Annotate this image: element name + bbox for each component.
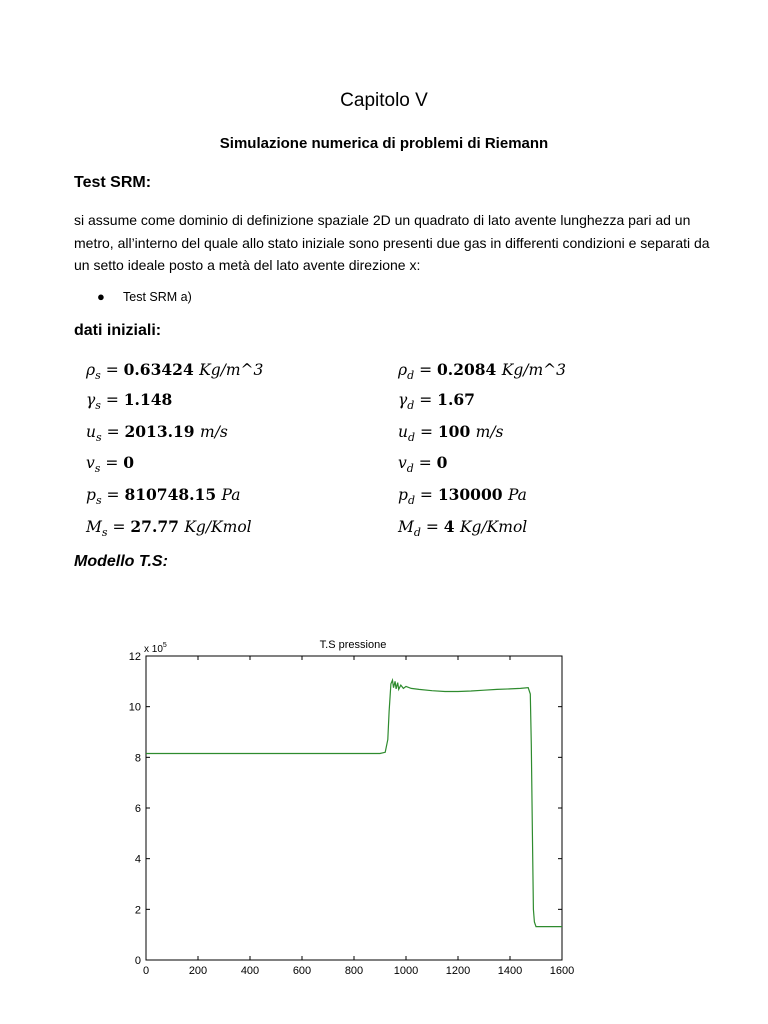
equation-symbol: M <box>398 518 414 536</box>
x-tick-label: 0 <box>142 965 150 977</box>
right-equation-γ <box>398 390 475 412</box>
equation-value: 1.148 <box>123 390 173 409</box>
equation-subscript: s <box>95 369 101 382</box>
left-equation-M <box>86 517 252 539</box>
x-tick-label: 1400 <box>497 965 523 977</box>
left-equation-p <box>86 485 241 507</box>
right-equation-u <box>398 422 504 444</box>
exponent-label <box>144 642 167 655</box>
equation-subscript: d <box>407 431 416 444</box>
left-equation-ρ <box>86 360 263 382</box>
plot-area <box>146 656 562 960</box>
equation-subscript: s <box>94 462 101 475</box>
chart-title: T.S pressione <box>319 639 387 651</box>
equation-value: 130000 <box>437 485 508 504</box>
equation-value: 810748.15 <box>124 485 222 504</box>
equation-value: 2013.19 <box>124 422 200 441</box>
equation-symbol: v <box>398 454 407 472</box>
equation-symbol: γ <box>86 391 96 409</box>
right-equation-M <box>398 517 527 539</box>
y-tick-label: 6 <box>134 803 141 815</box>
left-equation-u <box>86 422 228 444</box>
equation-symbol: γ <box>398 391 408 409</box>
equals-sign: = <box>100 454 124 472</box>
equation-subscript: s <box>101 526 108 539</box>
equals-sign: = <box>415 423 438 441</box>
left-equation-γ <box>86 390 172 412</box>
bullet-list-item <box>97 289 192 304</box>
y-tick-label: 2 <box>134 904 141 917</box>
x-tick-label: 1600 <box>549 965 575 977</box>
y-tick-label: 0 <box>134 955 141 967</box>
right-equation-v <box>398 453 447 475</box>
equals-sign: = <box>414 486 438 504</box>
y-tick-label: 4 <box>134 853 141 866</box>
equation-value: 1.67 <box>437 390 475 409</box>
equation-unit: Pa <box>507 486 527 504</box>
right-equation-p <box>398 485 527 507</box>
equation-value: 4 <box>443 517 460 536</box>
chapter-title: Capitolo V <box>340 90 428 111</box>
equals-sign: = <box>101 486 125 504</box>
model-heading: Modello T.S: <box>74 553 168 570</box>
equation-value: 0.63424 <box>123 360 200 379</box>
equation-unit: Kg/m^3 <box>199 361 264 379</box>
equals-sign: = <box>420 518 444 536</box>
equation-value: 27.77 <box>130 517 185 536</box>
equation-unit: Pa <box>221 486 241 504</box>
equation-value: 0 <box>123 453 135 472</box>
x-tick-label: 1200 <box>445 965 471 977</box>
equation-subscript: d <box>407 399 415 412</box>
initial-data-heading: dati iniziali: <box>74 322 162 339</box>
equals-sign: = <box>413 454 437 472</box>
equals-sign: = <box>100 361 124 379</box>
equals-sign: = <box>100 391 124 409</box>
equals-sign: = <box>101 423 125 441</box>
equation-unit: Kg/m^3 <box>501 361 567 379</box>
equation-unit: m/s <box>200 423 228 441</box>
equation-unit: m/s <box>475 423 504 441</box>
test-srm-heading: Test SRM: <box>74 174 152 191</box>
equation-subscript: s <box>95 494 102 507</box>
equation-symbol: ρ <box>86 361 96 379</box>
equation-subscript: d <box>413 526 421 539</box>
equation-unit: Kg/Kmol <box>459 518 528 536</box>
equation-symbol: ρ <box>398 361 408 379</box>
equation-value: 0 <box>436 453 448 472</box>
y-tick-label: 10 <box>128 701 141 714</box>
bullet-label: Test SRM a) <box>123 290 192 304</box>
equation-symbol: u <box>86 423 96 441</box>
equation-subscript: s <box>95 399 101 412</box>
equation-subscript: d <box>407 369 415 382</box>
equals-sign: = <box>414 361 438 379</box>
right-equation-ρ <box>398 360 566 382</box>
equation-symbol: u <box>398 423 408 441</box>
description-paragraph: si assume come dominio di definizione spaziale 2D un quadrato di lato avente lunghezza pari ad un metro, all’interno del quale allo stato iniziale sono presenti due gas in differenti condizioni e separati da un setto ideale posto a metà del lato avente direzione x: <box>74 212 710 273</box>
equation-value: 0.2084 <box>437 360 502 379</box>
x-tick-label: 200 <box>188 965 208 977</box>
equation-symbol: v <box>86 454 95 472</box>
equation-subscript: d <box>406 462 414 475</box>
equation-symbol: p <box>398 486 408 504</box>
equation-symbol: p <box>86 486 96 504</box>
y-tick-label: 8 <box>134 752 141 765</box>
y-tick-label: 12 <box>128 651 141 663</box>
x-tick-label: 800 <box>344 965 364 977</box>
equation-subscript: d <box>407 494 415 507</box>
exponent-base: x 10 <box>144 644 163 655</box>
pressure-chart <box>110 630 590 990</box>
x-tick-label: 400 <box>240 965 260 977</box>
equation-symbol: M <box>86 518 102 536</box>
equals-sign: = <box>107 518 131 536</box>
equation-subscript: s <box>95 431 102 444</box>
equals-sign: = <box>414 391 438 409</box>
equation-unit: Kg/Kmol <box>184 518 252 536</box>
section-title: Simulazione numerica di problemi di Riemann <box>219 135 549 152</box>
equation-value: 100 <box>437 422 476 441</box>
x-tick-label: 600 <box>292 965 312 977</box>
x-tick-label: 1000 <box>393 965 419 977</box>
bullet-icon: ● <box>97 289 105 304</box>
exponent-power: 5 <box>162 642 167 649</box>
left-equation-v <box>86 453 134 475</box>
